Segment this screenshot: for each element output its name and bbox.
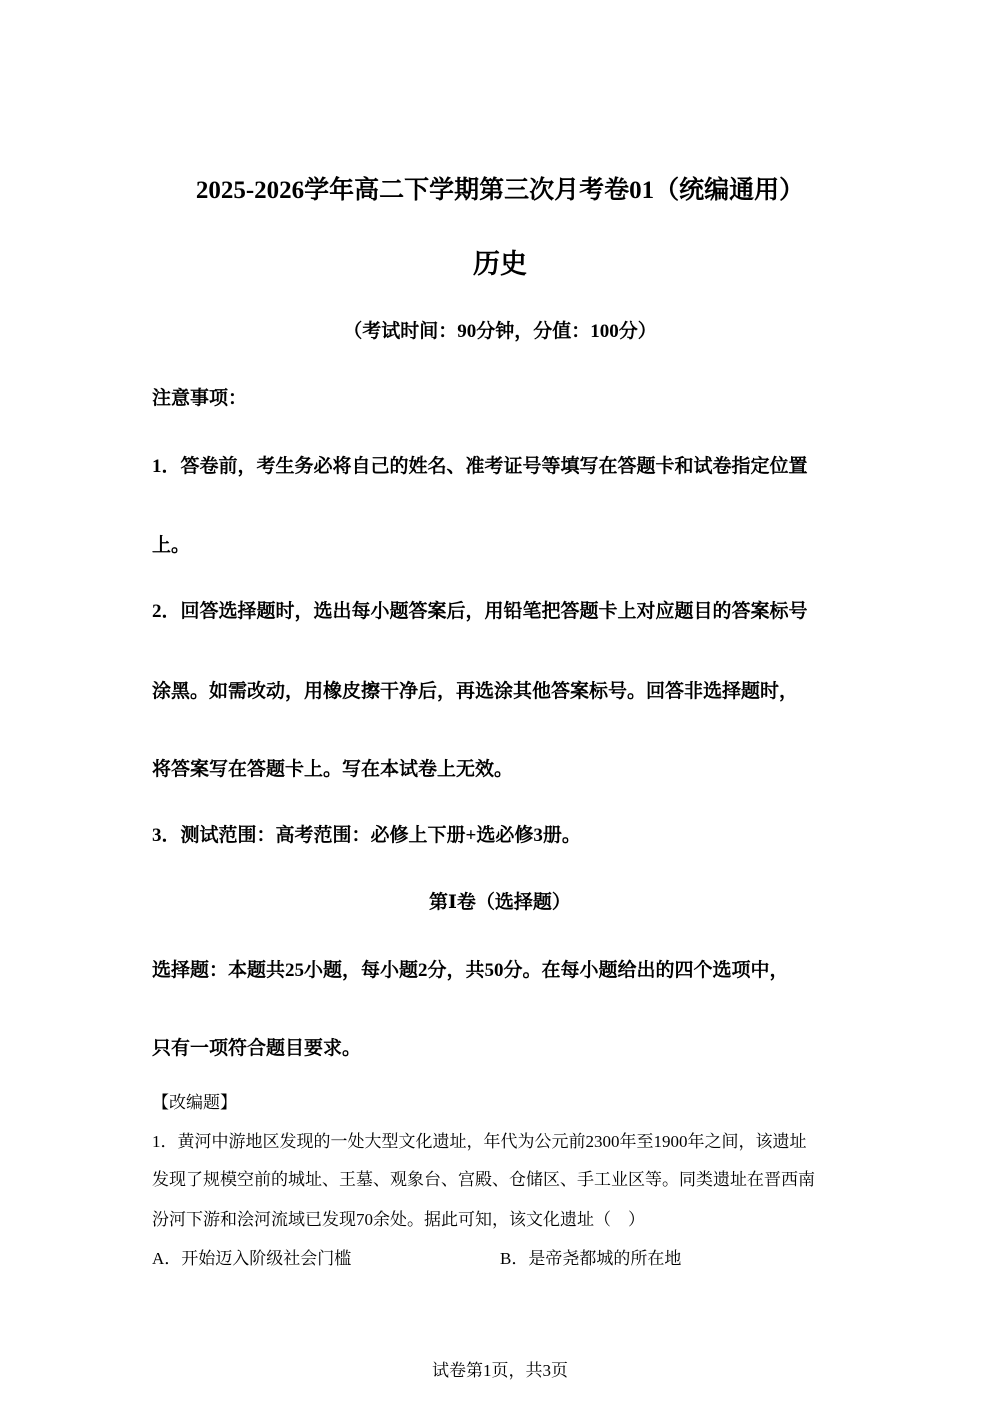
notice-item-3: 3．测试范围：高考范围：必修上下册+选必修3册。 bbox=[152, 825, 581, 846]
exam-title: 2025-2026学年高二下学期第三次月考卷01（统编通用） bbox=[195, 177, 805, 204]
notice-heading: 注意事项： bbox=[152, 388, 248, 409]
subject-title: 历史 bbox=[473, 249, 527, 279]
notice-item-1-line-2: 上。 bbox=[152, 535, 191, 556]
question-1-option-b: B．是帝尧都城的所在地 bbox=[500, 1249, 682, 1268]
question-1-line-2: 发现了规模空前的城址、王墓、观象台、宫殿、仓储区、手工业区等。同类遗址在晋西南 bbox=[152, 1170, 815, 1189]
question-1-line-1: 1．黄河中游地区发现的一处大型文化遗址，年代为公元前2300年至1900年之间，该遗址 bbox=[152, 1132, 807, 1151]
section-heading: 第Ⅰ卷（选择题） bbox=[429, 892, 571, 913]
notice-item-2-line-1: 2．回答选择题时，选出每小题答案后，用铅笔把答题卡上对应题目的答案标号 bbox=[152, 601, 808, 622]
section-instruction-line-2: 只有一项符合题目要求。 bbox=[152, 1038, 362, 1059]
question-1-option-a: A．开始迈入阶级社会门槛 bbox=[152, 1249, 352, 1268]
notice-item-1-line-1: 1．答卷前，考生务必将自己的姓名、准考证号等填写在答题卡和试卷指定位置 bbox=[152, 456, 808, 477]
section-instruction-line-1: 选择题：本题共25小题，每小题2分，共50分。在每小题给出的四个选项中， bbox=[152, 960, 789, 981]
page-footer: 试卷第1页，共3页 bbox=[432, 1361, 568, 1380]
question-tag: 【改编题】 bbox=[152, 1093, 237, 1112]
notice-item-2-line-3: 将答案写在答题卡上。写在本试卷上无效。 bbox=[152, 759, 514, 780]
exam-info: （考试时间：90分钟，分值：100分） bbox=[343, 321, 657, 342]
question-1-line-3: 汾河下游和浍河流域已发现70余处。据此可知，该文化遗址（ ） bbox=[152, 1210, 645, 1229]
notice-item-2-line-2: 涂黑。如需改动，用橡皮擦干净后，再选涂其他答案标号。回答非选择题时， bbox=[152, 681, 799, 702]
